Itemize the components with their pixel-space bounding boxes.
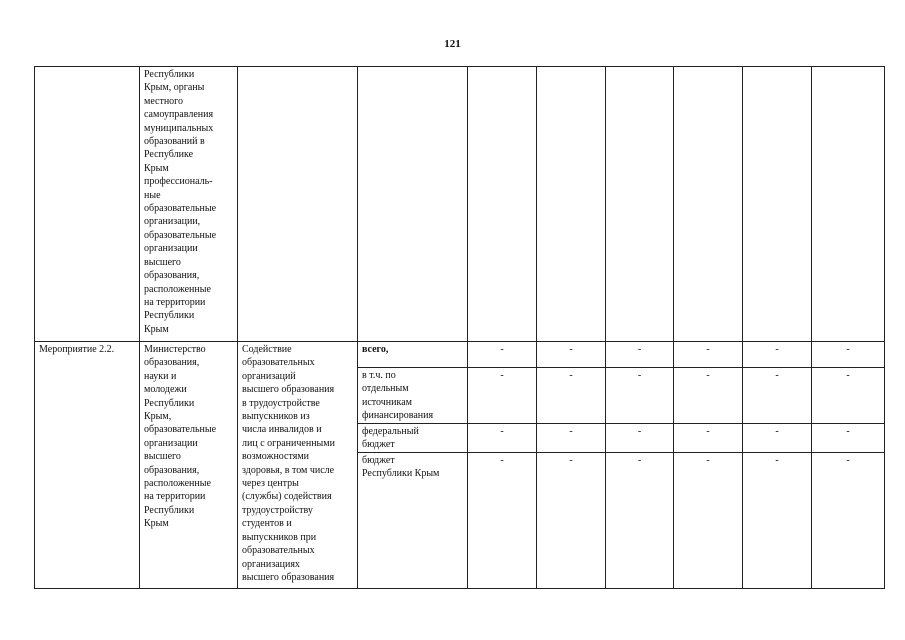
value-cell: - <box>674 452 743 588</box>
value-cell: - <box>812 452 885 588</box>
value-cell: - <box>674 424 743 453</box>
value-cell: - <box>537 368 606 424</box>
value-cell: - <box>743 342 812 368</box>
value-cell: - <box>812 342 885 368</box>
value-cell: - <box>468 342 537 368</box>
value-cell: - <box>606 424 674 453</box>
value-cell: - <box>743 424 812 453</box>
continuation-row <box>35 67 885 342</box>
value-cell: - <box>606 452 674 588</box>
source-cell <box>358 67 468 342</box>
source-label: в т.ч. по отдельным источникам финансирования <box>358 368 468 424</box>
value-cell: - <box>674 368 743 424</box>
value-cell: - <box>468 452 537 588</box>
value-cell: - <box>812 368 885 424</box>
responsible-cell: Министерство образования, науки и молодежи Республики Крым, образовательные организации высшего образования, расположенные на территории Республики Крым <box>140 342 238 589</box>
value-cell: - <box>537 424 606 453</box>
value-cell: - <box>743 452 812 588</box>
source-label: федеральный бюджет <box>358 424 468 453</box>
value-cell: - <box>537 342 606 368</box>
year-cell <box>674 67 743 342</box>
value-cell: - <box>537 452 606 588</box>
responsible-cell: Республики Крым, органы местного самоуправления муниципальных образований в Республике Крым профессиональ- ные образовательные организации, образовательные организации высшего образования, расположенные на территории Республики Крым <box>140 67 238 342</box>
source-label: всего, <box>358 342 468 368</box>
value-cell: - <box>674 342 743 368</box>
year-cell <box>812 67 885 342</box>
measure-name: Мероприятие 2.2. <box>35 342 140 589</box>
value-cell: - <box>812 424 885 453</box>
value-cell: - <box>468 368 537 424</box>
source-label: бюджет Республики Крым <box>358 452 468 588</box>
value-cell: - <box>606 368 674 424</box>
year-cell <box>743 67 812 342</box>
table-row <box>35 342 885 368</box>
year-cell <box>606 67 674 342</box>
funding-table <box>34 66 885 589</box>
value-cell: - <box>468 424 537 453</box>
measure-name-cell <box>35 67 140 342</box>
description-cell <box>238 67 358 342</box>
value-cell: - <box>743 368 812 424</box>
year-cell <box>537 67 606 342</box>
description-cell: Содействие образовательных организаций высшего образования в трудоустройстве выпускников из числа инвалидов и лиц с ограниченными возможностями здоровья, в том числе через центры (службы) содействия трудоустройству студентов и выпускников при образовательных организациях высшего образования <box>238 342 358 589</box>
value-cell: - <box>606 342 674 368</box>
year-cell <box>468 67 537 342</box>
page-number: 121 <box>444 38 461 50</box>
